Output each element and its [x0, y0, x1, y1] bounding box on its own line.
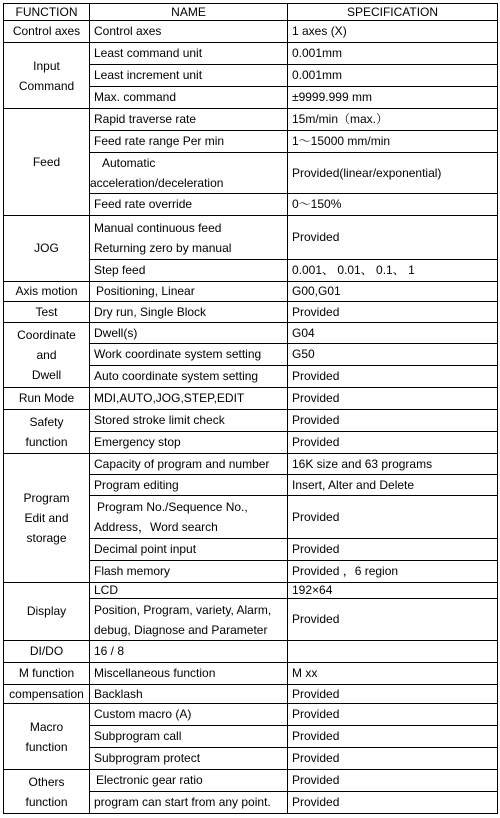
function-cell	[4, 43, 90, 109]
function-cell: Test	[4, 302, 90, 323]
function-cell	[4, 410, 90, 454]
table-row	[4, 388, 498, 410]
spec-cell: 0.001、 0.01、 0.1、 1	[288, 260, 498, 282]
spec-cell: Provided	[288, 432, 498, 454]
spec-cell: 0～150%	[288, 194, 498, 216]
table-row	[4, 109, 498, 131]
name-cell: Stored stroke limit check	[90, 410, 288, 432]
name-cell: Least command unit	[90, 43, 288, 65]
name-cell: Feed rate range Per min	[90, 131, 288, 153]
table-row	[4, 282, 498, 302]
name-cell: Decimal point input	[90, 539, 288, 561]
spec-cell: 15m/min（max.）	[288, 109, 498, 131]
spec-cell: Provided	[288, 302, 498, 323]
function-line: Macro	[29, 719, 64, 734]
specification-table	[3, 3, 498, 814]
header-function: FUNCTION	[4, 4, 90, 21]
function-line: Others	[28, 774, 65, 789]
function-cell: Run Mode	[4, 388, 90, 410]
name-cell: LCD	[90, 583, 288, 599]
function-line: Command	[18, 78, 75, 93]
name-line: debug, Diagnose and Parameter	[94, 622, 268, 637]
spec-cell: 192×64	[288, 583, 498, 599]
name-line: Program No./Sequence No.,	[97, 500, 248, 514]
name-cell: Dwell(s)	[90, 323, 288, 344]
spec-cell: 0.001mm	[288, 65, 498, 87]
spec-cell: 0.001mm	[288, 43, 498, 65]
spec-cell: 1～15000 mm/min	[288, 131, 498, 153]
spec-cell: G00,G01	[288, 282, 498, 302]
spec-cell: Provided	[288, 726, 498, 748]
name-cell: Control axes	[90, 21, 288, 43]
header-row	[4, 4, 498, 21]
name-cell: Max. command	[90, 87, 288, 109]
function-line: Edit and	[24, 511, 69, 525]
name-cell: 16 / 8	[90, 641, 288, 663]
name-cell	[90, 153, 288, 194]
spec-cell	[288, 641, 498, 663]
spec-cell: Provided	[288, 599, 498, 641]
spec-cell: Insert, Alter and Delete	[288, 475, 498, 496]
function-cell: JOG	[4, 216, 90, 282]
table-row	[4, 216, 498, 260]
name-cell: program can start from any point.	[90, 792, 288, 814]
spec-cell: Provided	[288, 748, 498, 770]
name-cell	[90, 496, 288, 539]
spec-cell: Provided	[288, 704, 498, 726]
table-row	[4, 302, 498, 323]
table-row	[4, 410, 498, 432]
name-cell: Backlash	[90, 685, 288, 704]
table-row	[4, 641, 498, 663]
name-line: Automatic	[102, 156, 156, 170]
name-cell: Program editing	[90, 475, 288, 496]
table-row	[4, 43, 498, 65]
header-specification: SPECIFICATION	[288, 4, 498, 21]
spec-cell: Provided	[288, 792, 498, 814]
spec-cell: M xx	[288, 663, 498, 685]
name-line: Position, Program, variety, Alarm,	[94, 602, 272, 617]
name-cell	[90, 216, 288, 260]
name-cell: Flash memory	[90, 561, 288, 583]
function-cell	[4, 323, 90, 388]
function-cell: compensation	[4, 685, 90, 704]
spec-cell: Provided	[288, 496, 498, 539]
spec-cell: Provided	[288, 685, 498, 704]
name-cell: Work coordinate system setting	[90, 344, 288, 366]
function-cell: Control axes	[4, 21, 90, 43]
function-line: function	[25, 434, 68, 449]
name-cell: MDI,AUTO,JOG,STEP,EDIT	[90, 388, 288, 410]
function-line: Safety	[29, 414, 64, 429]
name-cell	[90, 599, 288, 641]
spec-cell: Provided	[288, 770, 498, 792]
function-cell	[4, 704, 90, 770]
name-cell: Least increment unit	[90, 65, 288, 87]
spec-cell: 16K size and 63 programs	[288, 454, 498, 475]
table-row	[4, 323, 498, 344]
spec-cell: Provided	[288, 388, 498, 410]
table-row	[4, 704, 498, 726]
name-cell: Step feed	[90, 260, 288, 282]
name-cell: Capacity of program and number	[90, 454, 288, 475]
spec-cell: Provided	[288, 539, 498, 561]
name-cell: Electronic gear ratio	[90, 770, 288, 792]
name-cell: Dry run, Single Block	[90, 302, 288, 323]
function-line: function	[25, 739, 68, 754]
table-row	[4, 21, 498, 43]
spec-cell: Provided	[288, 410, 498, 432]
spec-cell: Provided ，6 region	[288, 561, 498, 583]
spec-cell: 1 axes (X)	[288, 21, 498, 43]
function-cell: Display	[4, 583, 90, 641]
spec-cell: ±9999.999 mm	[288, 87, 498, 109]
spec-cell: G04	[288, 323, 498, 344]
name-cell: Rapid traverse rate	[90, 109, 288, 131]
name-line: Address，Word search	[94, 520, 218, 534]
spec-cell: G50	[288, 344, 498, 366]
name-line: Manual continuous feed	[94, 220, 222, 235]
function-cell: Axis motion	[4, 282, 90, 302]
table-row	[4, 583, 498, 599]
function-line: Program	[23, 491, 70, 505]
function-line: function	[25, 794, 68, 809]
function-cell: DI/DO	[4, 641, 90, 663]
table-row	[4, 770, 498, 792]
spec-cell: Provided(linear/exponential)	[288, 153, 498, 194]
table-row	[4, 663, 498, 685]
name-line: acceleration/deceleration	[90, 176, 224, 190]
name-cell: Miscellaneous function	[90, 663, 288, 685]
function-cell: Feed	[4, 109, 90, 216]
name-cell: Subprogram call	[90, 726, 288, 748]
function-line: Input	[33, 58, 60, 73]
function-line: Coordinate and	[17, 328, 76, 362]
function-cell: M function	[4, 663, 90, 685]
function-line: Dwell	[31, 368, 62, 382]
header-name: NAME	[90, 4, 288, 21]
function-line: storage	[26, 531, 67, 545]
function-cell	[4, 454, 90, 583]
spec-cell: Provided	[288, 366, 498, 388]
table-row	[4, 454, 498, 475]
name-cell: Auto coordinate system setting	[90, 366, 288, 388]
spec-cell: Provided	[288, 216, 498, 260]
name-cell: Positioning, Linear	[90, 282, 288, 302]
name-cell: Subprogram protect	[90, 748, 288, 770]
name-cell: Emergency stop	[90, 432, 288, 454]
table-row	[4, 685, 498, 704]
name-cell: Feed rate override	[90, 194, 288, 216]
name-line: Returning zero by manual	[94, 240, 232, 255]
function-cell	[4, 770, 90, 814]
name-cell: Custom macro (A)	[90, 704, 288, 726]
